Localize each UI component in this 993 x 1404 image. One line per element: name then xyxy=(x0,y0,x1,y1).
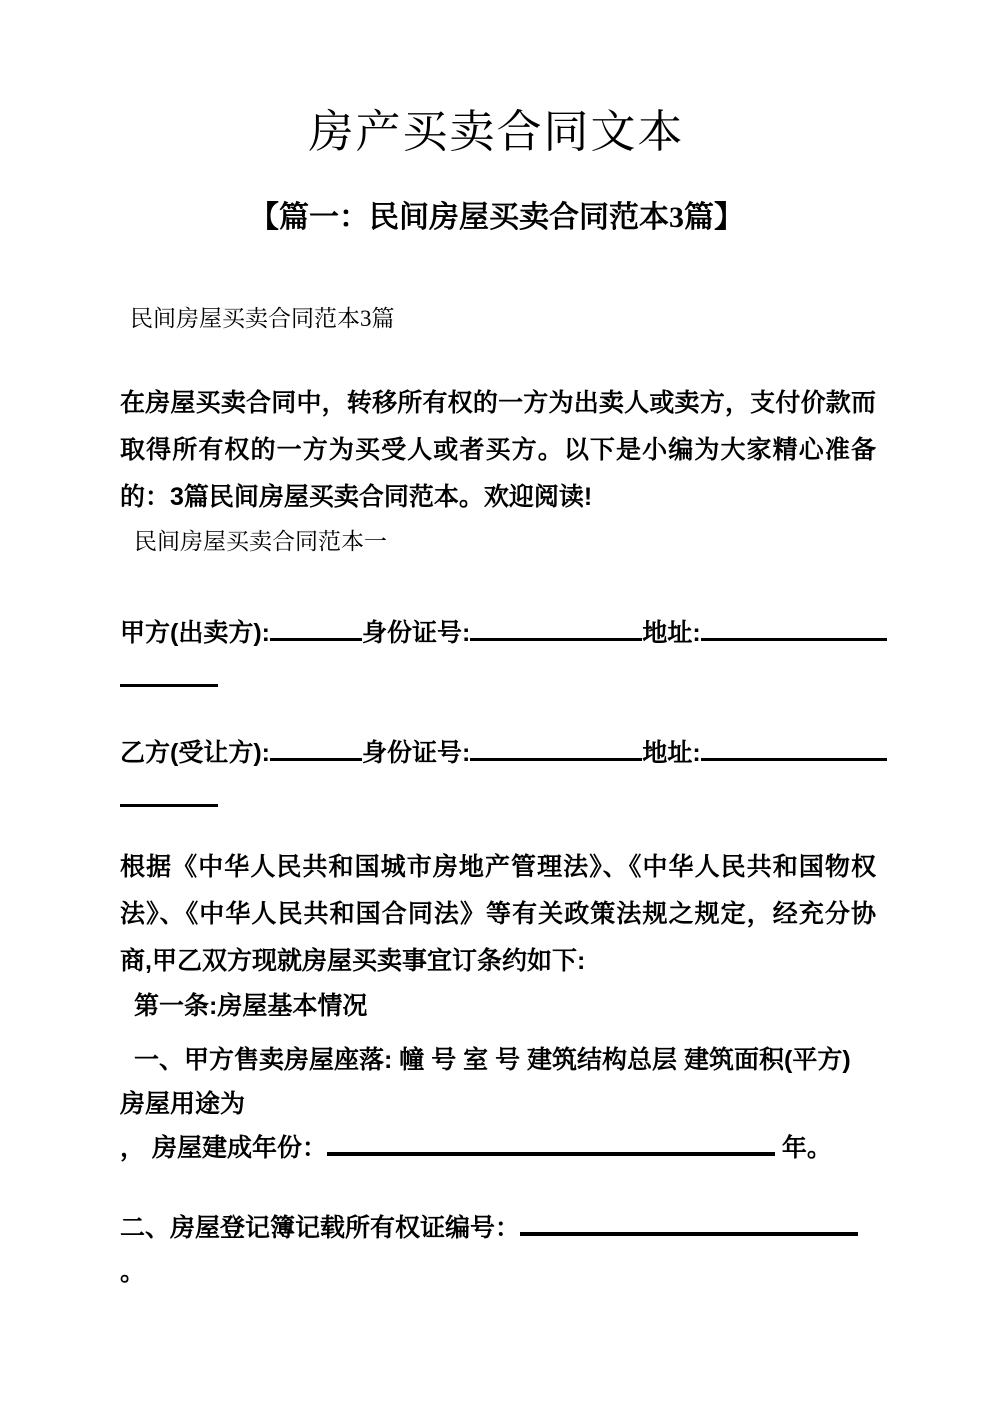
article-1-heading: 第一条:房屋基本情况 xyxy=(134,992,368,1020)
cert-number-label: 二、房屋登记簿记载所有权证编号： xyxy=(120,1214,521,1242)
clause-1-line-1: 一、甲方售卖房屋座落: 幢 号 室 号 建筑结构总层 建筑面积(平方) xyxy=(134,1046,851,1074)
section-heading: 民间房屋买卖合同范本3篇 xyxy=(130,306,395,331)
party-b-address-label: 地址: xyxy=(642,739,701,767)
clause-2-period: 。 xyxy=(120,1258,146,1286)
build-year-blank xyxy=(327,1147,775,1156)
party-b-id-label: 身份证号: xyxy=(361,739,471,767)
clause-2-line-1 xyxy=(120,1206,884,1250)
party-b-address-blank xyxy=(701,753,887,761)
build-year-label: ， 房屋建成年份： xyxy=(120,1134,327,1162)
build-year-suffix: 年。 xyxy=(781,1134,832,1162)
party-b-id-blank xyxy=(470,753,642,761)
clause-1 xyxy=(120,1038,884,1170)
party-a-address-blank xyxy=(701,633,887,641)
party-a-label: 甲方(出卖方): xyxy=(120,619,270,647)
party-b-name-blank xyxy=(270,753,362,761)
cert-number-blank xyxy=(520,1227,858,1236)
clause-2 xyxy=(120,1206,884,1294)
clause-1-line-2: 房屋用途为 xyxy=(120,1090,246,1118)
clause-1-line-3 xyxy=(120,1126,884,1170)
party-a-address-label: 地址: xyxy=(642,619,701,647)
party-a-line xyxy=(120,612,890,654)
document-title: 房产买卖合同文本 xyxy=(308,107,685,157)
sample-one-heading: 民间房屋买卖合同范本一 xyxy=(134,529,387,554)
legal-basis-paragraph: 根据《中华人民共和国城市房地产管理法》、《中华人民共和国物权法》、《中华人民共和国合同法》等有关政策法规之规定，经充分协商,甲乙双方现就房屋买卖事宜订条约如下: xyxy=(120,853,876,975)
party-a-blank-continuation xyxy=(120,684,218,687)
party-b-label: 乙方(受让方): xyxy=(120,739,270,767)
party-a-name-blank xyxy=(270,633,362,641)
party-b-line xyxy=(120,732,890,774)
party-b-blank-continuation xyxy=(120,804,218,807)
document-subtitle: 【篇一：民间房屋买卖合同范本3篇】 xyxy=(249,201,744,234)
party-a-id-blank xyxy=(470,633,642,641)
party-a-id-label: 身份证号: xyxy=(361,619,471,647)
intro-paragraph: 在房屋买卖合同中，转移所有权的一方为出卖人或卖方，支付价款而取得所有权的一方为买受人或者买方。以下是小编为大家精心准备的：3篇民间房屋买卖合同范本。欢迎阅读! xyxy=(120,389,876,511)
